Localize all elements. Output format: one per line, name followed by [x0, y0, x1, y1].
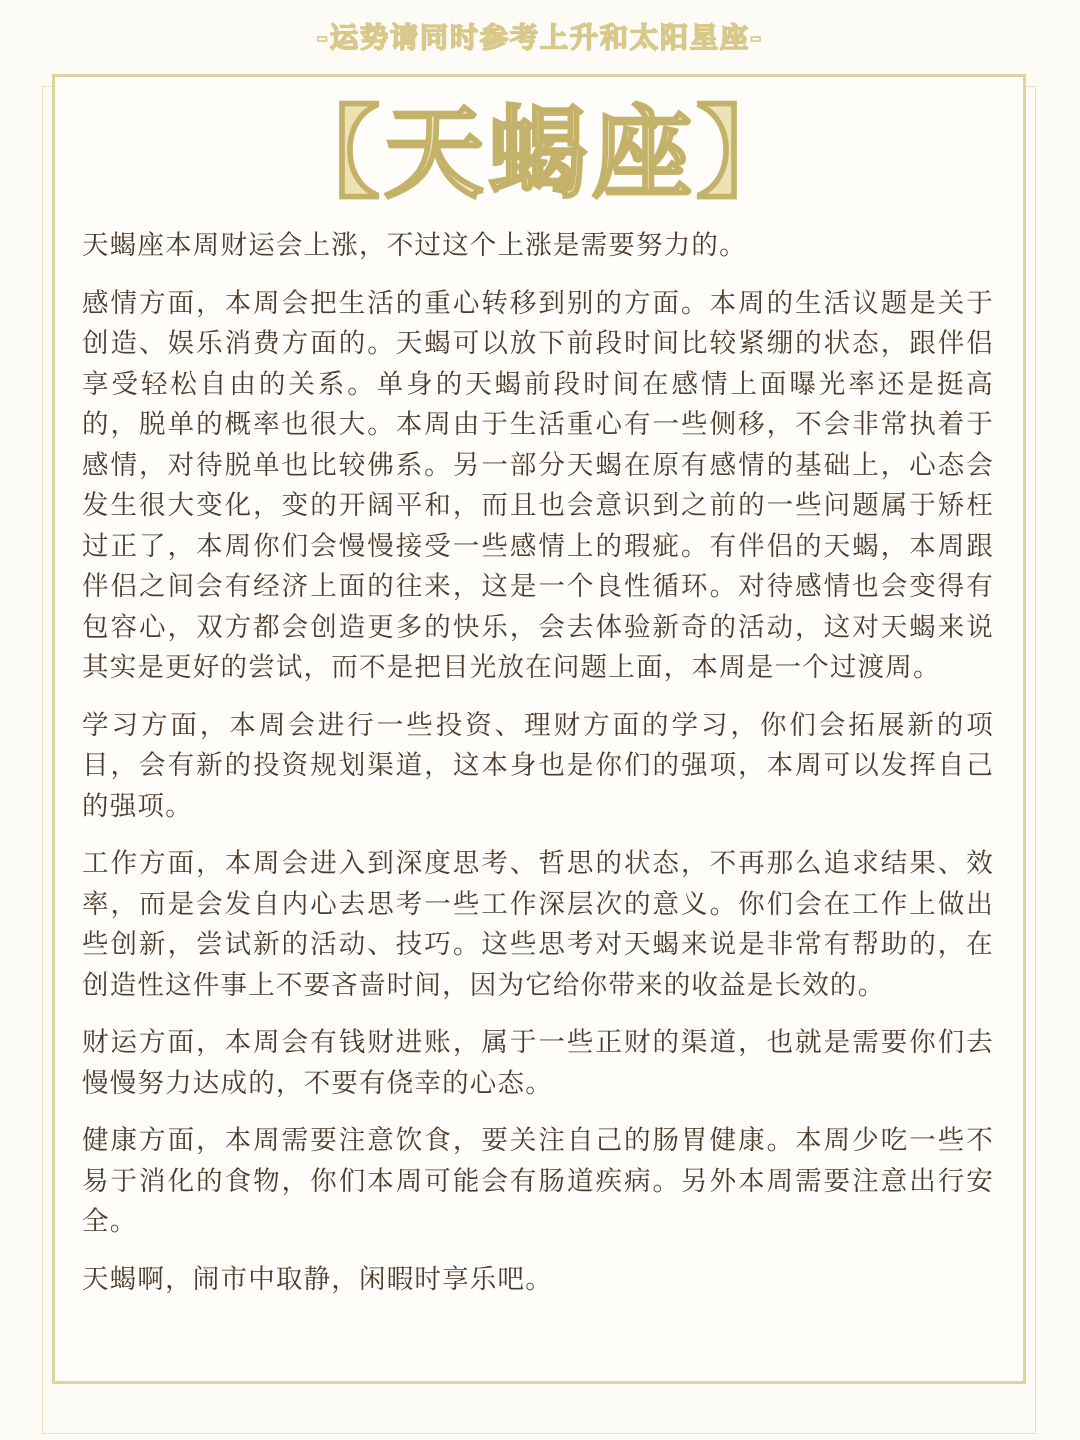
study-paragraph: 学习方面，本周会进行一些投资、理财方面的学习，你们会拓展新的项目，会有新的投资规划渠道，这本身也是你们的强项，本周可以发挥自己的强项。: [82, 709, 994, 822]
work-paragraph: 工作方面，本周会进入到深度思考、哲思的状态，不再那么追求结果、效率，而是会发自内心去思考一些工作深层次的意义。你们会在工作上做出些创新，尝试新的活动、技巧。这些思考对天蝎来说是非常有帮助的，在创造性这件事上不要吝啬时间，因为它给你带来的收益是长效的。: [82, 848, 994, 1001]
summary-paragraph: 天蝎座本周财运会上涨，不过这个上涨是需要努力的。: [82, 230, 747, 261]
top-banner: -运势请同时参考上升和太阳星座-: [316, 21, 764, 54]
closing-paragraph: 天蝎啊，闹市中取静，闲暇时享乐吧。: [82, 1263, 553, 1295]
wealth-paragraph: 财运方面，本周会有钱财进账，属于一些正财的渠道，也就是需要你们去慢慢努力达成的，不要有侥幸的心态。: [82, 1027, 994, 1099]
page-title: 【天蝎座】: [280, 95, 800, 212]
horoscope-content: [82, 226, 994, 1317]
health-paragraph: 健康方面，本周需要注意饮食，要关注自己的肠胃健康。本周少吃一些不易于消化的食物，你们本周可能会有肠道疾病。另外本周需要注意出行安全。: [82, 1125, 994, 1237]
love-paragraph: 感情方面，本周会把生活的重心转移到别的方面。本周的生活议题是关于创造、娱乐消费方面的。天蝎可以放下前段时间比较紧绷的状态，跟伴侣享受轻松自由的关系。单身的天蝎前段时间在感情上面曝光率还是挺高的，脱单的概率也很大。本周由于生活重心有一些侧移，不会非常执着于感情，对待脱单也比较佛系。另一部分天蝎在原有感情的基础上，心态会发生很大变化，变的开阔平和，而且也会意识到之前的一些问题属于矫枉过正了，本周你们会慢慢接受一些感情上的瑕疵。有伴侣的天蝎，本周跟伴侣之间会有经济上面的往来，这是一个良性循环。对待感情也会变得有包容心，双方都会创造更多的快乐，会去体验新奇的活动，这对天蝎来说其实是更好的尝试，而不是把目光放在问题上面，本周是一个过渡周。: [82, 287, 994, 683]
